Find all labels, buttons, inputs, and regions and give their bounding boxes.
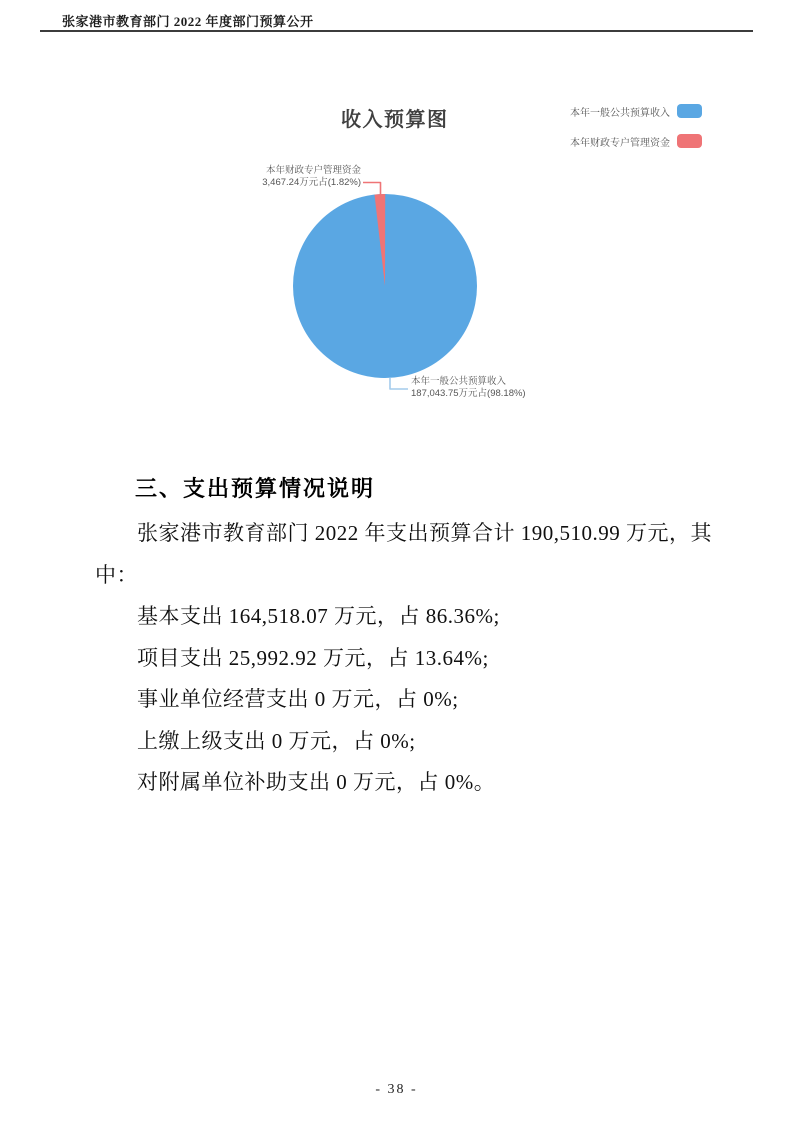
body-line: 中： (95, 562, 138, 587)
body-lines (95, 513, 735, 804)
legend-item (570, 104, 702, 118)
body-line: 上缴上级支出 0 万元，占 0%; (137, 728, 416, 753)
body-line: 基本支出 164,518.07 万元，占 86.36%; (137, 604, 500, 628)
header-divider (40, 30, 753, 32)
body-line: 项目支出 25,992.92 万元，占 13.64%; (137, 645, 489, 670)
page-number: - 38 - (375, 1082, 418, 1097)
chart-title: 收入预算图 (341, 109, 449, 131)
chart-legend (570, 104, 702, 148)
legend-item (570, 134, 702, 148)
income-budget-chart (60, 95, 733, 425)
body-line: 对附属单位补助支出 0 万元，占 0%。 (137, 770, 496, 794)
expenditure-section (95, 472, 735, 804)
pie-label-special-funds (262, 165, 361, 188)
legend-label: 本年财政专户管理资金 (570, 137, 670, 149)
pie-label-general-name: 本年一般公共预算收入 (411, 376, 507, 387)
body-line: 事业单位经营支出 0 万元，占 0%; (137, 687, 459, 711)
pie-label-general-value: 187,043.75万元占(98.18%) (411, 387, 526, 399)
pie-chart (285, 186, 485, 386)
legend-label: 本年一般公共预算收入 (570, 107, 670, 119)
pie-label-special-value: 3,467.24万元占(1.82%) (262, 176, 361, 188)
section-heading: 三、支出预算情况说明 (135, 476, 376, 501)
pie-label-special-name: 本年财政专户管理资金 (265, 165, 361, 176)
page-header-title: 张家港市教育部门 2022 年度部门预算公开 (62, 14, 314, 29)
legend-swatch (677, 104, 702, 118)
pie-label-general-income (411, 376, 526, 399)
legend-swatch (677, 134, 702, 148)
body-line: 张家港市教育部门 2022 年支出预算合计 190,510.99 万元，其 (137, 521, 712, 545)
